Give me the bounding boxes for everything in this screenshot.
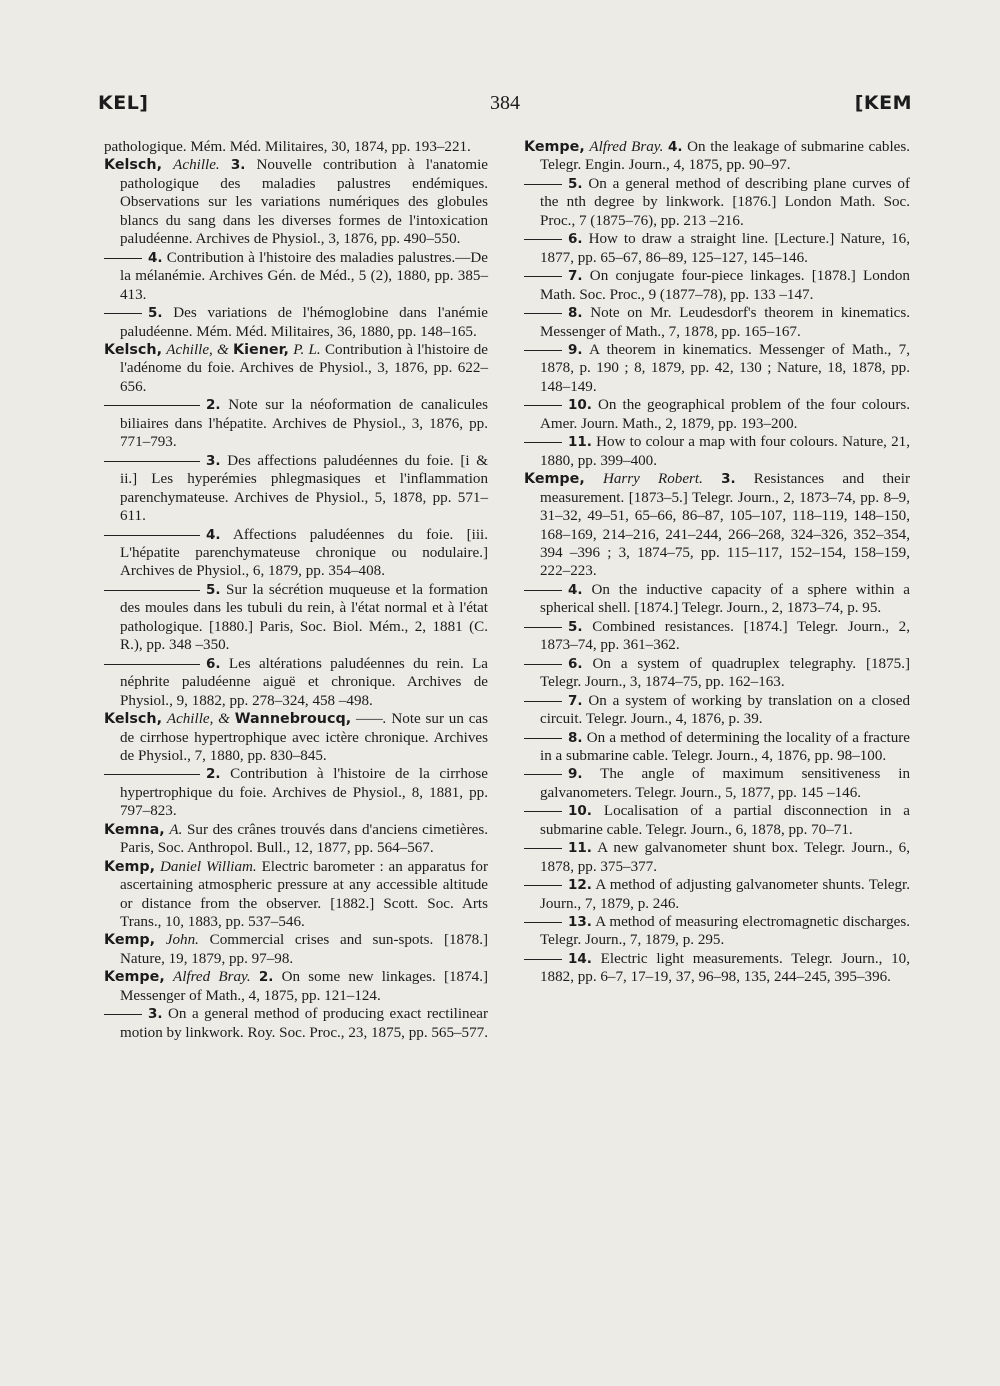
bibliography-entry [104,526,488,581]
ditto-rule [524,239,562,240]
bibliography-entry [524,765,910,802]
entry-text: Electric barometer : an apparatus for ascertaining atmospheric pressure at any accessible altitude or distance from the observer. [1882.] Scott. Soc. Arts Trans., 10, 1883, pp. 537–546. [120,858,488,931]
entry-number: 5. [206,581,221,598]
coauthor-name: Kiener, [233,341,289,358]
bibliography-entry [104,341,488,396]
bibliography-entry [524,950,910,987]
page-number: 384 [490,92,520,114]
author-name: Kempe, [524,139,585,155]
entry-text: Note sur la néoformation de canalicules biliaires dans l'hépatite. Archives de Physiol., 3, 1876, pp. 771–793. [120,397,488,451]
header-left-guide: KEL] [98,92,149,114]
bibliography-entry [104,396,488,451]
bibliography-entry [524,913,910,950]
header-right-guide: [KEM [854,92,912,114]
ditto-rule [524,774,562,775]
bibliography-entry [524,876,910,913]
entry-number: 5. [568,175,583,192]
coauthor-given-name: P. L. [293,341,321,358]
entry-number: 8. [568,305,583,322]
bibliography-entry [524,396,910,433]
entry-text: A new galvanometer shunt box. Telegr. Journ., 6, 1878, pp. 375–377. [540,840,910,875]
author-given-name: Achille, & [166,341,234,358]
ditto-rule [104,405,200,406]
entry-number: 10. [568,397,592,414]
ditto-rule [524,184,562,185]
entry-text: Sur la sécrétion muqueuse et la formation des moules dans les tubuli du rein, à l'état normal et à l'état pathologique. [1880.] Paris, Soc. Biol. Mém., 2, 1881 (C. R.), pp. 348 –350. [120,581,488,654]
entry-number: 6. [568,231,583,248]
entry-number: 5. [568,618,583,635]
entry-number: 7. [568,692,583,709]
bibliography-entry [104,249,488,304]
ditto-rule [524,313,562,314]
entry-text: Resistances and their measurement. [1873–5.] Telegr. Journ., 2, 1873–74, pp. 8–9, 31–32, 49–51, 65–66, 86–87, 105–107, 118–119, 148–150, 168–169, 214–216, 241–244, 266–268, 324–326, 352–354, 394 –396 ; 3, 1874–75, pp. 115–117, 152–154, 158–159, 222–223. [540,471,910,580]
bibliography-entry [524,655,910,692]
bibliography-entry [524,692,910,729]
author-name: Kelsch, [104,157,163,174]
entry-number: 14. [568,950,592,967]
entry-number: 3. [230,157,246,174]
entry-number: 4. [206,526,221,543]
bibliography-entry [104,710,488,765]
entry-number: 6. [568,655,583,672]
ditto-rule [104,258,142,259]
author-name: Kemna, [104,821,165,838]
entry-number: 9. [568,341,583,358]
left-column [104,138,488,1042]
entry-number: 10. [568,803,592,820]
entry-text: A theorem in kinematics. Messenger of Math., 7, 1878, p. 190 ; 8, 1879, pp. 42, 130 ; Nature, 18, 1878, pp. 148–149. [540,341,910,395]
ditto-rule [524,885,562,886]
bibliography-entry [104,138,488,156]
bibliography-entry [524,729,910,766]
entry-text: A method of measuring electromagnetic discharges. Telegr. Journ., 7, 1879, p. 295. [540,914,910,949]
entry-number: 9. [568,766,583,783]
ditto-rule [524,811,562,812]
author-given-name: A. [169,821,183,838]
entry-text: Contribution à l'histoire de l'adénome du foie. Archives de Physiol., 3, 1876, pp. 622–656. [120,341,488,395]
bibliography-entry [524,304,910,341]
author-name: Kemp, [104,858,156,875]
entry-text: Des variations de l'hémoglobine dans l'anémie paludéenne. Mém. Méd. Militaires, 36, 1880, pp. 148–165. [120,305,488,340]
bibliography-entry [104,858,488,932]
entry-number: 2. [258,969,274,986]
entry-text: Note sur un cas de cirrhose hypertrophique avec ictère chronique. Archives de Physiol., 7, 1880, pp. 830–845. [120,711,488,764]
running-header [98,92,912,122]
ditto-rule [524,627,562,628]
ditto-rule [104,461,200,462]
ditto-rule [524,405,562,406]
ditto-rule [524,701,562,702]
entry-number: 7. [568,268,583,285]
entry-text: Note on Mr. Leudesdorf's theorem in kinematics. Messenger of Math., 7, 1878, pp. 165–167. [540,305,910,340]
entry-text: Sur des crânes trouvés dans d'anciens cimetières. Paris, Soc. Anthropol. Bull., 12, 1877, pp. 564–567. [120,821,488,857]
entry-text: On the inductive capacity of a sphere within a spherical shell. [1874.] Telegr. Journ., 2, 1873–74, p. 95. [540,581,910,617]
entry-number: 13. [568,914,592,931]
author-given-name: Daniel William. [159,858,257,875]
bibliography-entry [104,452,488,526]
entry-text: Combined resistances. [1874.] Telegr. Journ., 2, 1873–74, pp. 361–362. [540,618,910,654]
author-given-name: Alfred Bray. [589,139,664,155]
author-given-name: Achille, & [166,711,235,728]
ditto-rule [524,590,562,591]
author-given-name: Alfred Bray. [173,969,251,986]
entry-number: 3. [206,452,221,469]
entry-number: 4. [568,581,583,598]
bibliography-entry [524,470,910,581]
author-given-name: Harry Robert. [602,471,703,488]
ditto-rule [104,590,200,591]
entry-text: How to draw a straight line. [Lecture.] Nature, 16, 1877, pp. 65–67, 86–89, 125–127, 145–146. [540,231,910,266]
entry-text: On a general method of producing exact rectilinear motion by linkwork. Roy. Soc. Proc., 23, 1875, pp. 565–577. [120,1006,488,1041]
entry-number: 8. [568,729,583,746]
author-name: Kempe, [524,471,585,488]
bibliography-entry [104,821,488,858]
ditto-rule [524,664,562,665]
entry-text: pathologique. Mém. Méd. Militaires, 30, 1874, pp. 193–221. [104,139,471,155]
bibliography-entry [104,1005,488,1042]
author-name: Kemp, [104,932,156,949]
ditto-rule [104,1014,142,1015]
entry-text: Localisation of a partial disconnection in a submarine cable. Telegr. Journ., 6, 1878, pp. 70–71. [540,803,910,838]
entry-text: On a general method of describing plane curves of the nth degree by linkwork. [1876.] London Math. Soc. Proc., 7 (1875–76), pp. 213 –216. [540,175,910,229]
bibliography-entry [524,802,910,839]
coauthor-given-name: ——. [355,711,387,728]
entry-text: Commercial crises and sun-spots. [1878.] Nature, 19, 1879, pp. 97–98. [120,932,488,967]
bibliography-entry [104,655,488,710]
coauthor-name: Wannebroucq, [234,711,352,728]
bibliography-entry [524,230,910,267]
entry-number: 4. [668,139,683,155]
entry-number: 11. [568,434,592,451]
entry-text: A method of adjusting galvanometer shunts. Telegr. Journ., 7, 1879, p. 246. [540,877,910,912]
entry-text: On the geographical problem of the four colours. Amer. Journ. Math., 2, 1879, pp. 193–200. [540,397,910,432]
entry-number: 2. [206,397,221,414]
author-name: Kelsch, [104,341,163,358]
ditto-rule [524,922,562,923]
entry-number: 5. [148,305,163,322]
entry-text: Electric light measurements. Telegr. Journ., 10, 1882, pp. 6–7, 17–19, 37, 96–98, 135, 244–245, 395–396. [540,950,910,986]
bibliography-entry [524,581,910,618]
ditto-rule [104,535,200,536]
entry-number: 6. [206,655,221,672]
right-column [524,138,910,987]
entry-number: 4. [148,249,163,266]
author-given-name: Achille. [173,157,220,174]
entry-number: 12. [568,877,592,894]
bibliography-entry [104,931,488,968]
ditto-rule [524,848,562,849]
ditto-rule [524,738,562,739]
entry-text: On some new linkages. [1874.] Messenger of Math., 4, 1875, pp. 121–124. [120,969,489,1004]
bibliography-entry [524,267,910,304]
entry-text: How to colour a map with four colours. Nature, 21, 1880, pp. 399–400. [540,434,910,469]
ditto-rule [524,350,562,351]
entry-number: 11. [568,840,592,857]
entry-number: 3. [148,1006,163,1023]
ditto-rule [524,276,562,277]
author-given-name: John. [165,932,199,949]
bibliography-entry [104,581,488,655]
entry-text: On the leakage of submarine cables. Telegr. Engin. Journ., 4, 1875, pp. 90–97. [540,139,910,174]
author-name: Kelsch, [104,711,163,728]
bibliography-entry [104,156,488,248]
entry-number: 3. [721,471,736,488]
bibliography-entry [524,341,910,396]
bibliography-entry [524,138,910,175]
bibliography-entry [524,175,910,230]
ditto-rule [104,664,200,665]
ditto-rule [104,313,142,314]
author-name: Kempe, [104,969,165,986]
entry-text: Nouvelle contribution à l'anatomie pathologique des maladies palustres endémiques. Observations sur les variations numériques des globules blancs du sang dans les diverses formes de l'intoxication paludéenne. Archives de Physiol., 3, 1876, pp. 490–550. [120,157,488,248]
ditto-rule [524,959,562,960]
entry-text: Les altérations paludéennes du rein. La néphrite paludéenne aiguë et chronique. Archives de Physiol., 9, 1882, pp. 278–324, 458 –498. [120,655,488,709]
entry-text: On conjugate four-piece linkages. [1878.] London Math. Soc. Proc., 9 (1877–78), pp. 133 –147. [540,268,910,303]
entry-text: On a system of quadruplex telegraphy. [1875.] Telegr. Journ., 3, 1874–75, pp. 162–163. [540,655,910,691]
entry-text: The angle of maximum sensitiveness in galvanometers. Telegr. Journ., 5, 1877, pp. 145 –146. [540,766,910,801]
ditto-rule [104,774,200,775]
bibliography-entry [524,839,910,876]
entry-text: On a method of determining the locality of a fracture in a submarine cable. Telegr. Journ., 4, 1876, pp. 98–100. [540,729,910,764]
entry-text: Contribution à l'histoire de la cirrhose hypertrophique du foie. Archives de Physiol., 8, 1881, pp. 797–823. [120,766,489,820]
entry-text: Affections paludéennes du foie. [iii. L'hépatite parenchymateuse chronique ou nodulaire.] Archives de Physiol., 6, 1879, pp. 354–408. [120,526,488,580]
bibliography-entry [104,304,488,341]
entry-text: Contribution à l'histoire des maladies palustres.—De la mélanémie. Archives Gén. de Méd., 5 (2), 1880, pp. 385–413. [120,249,488,303]
bibliography-entry [524,433,910,470]
entry-text: Des affections paludéennes du foie. [i & ii.] Les hyperémies phlegmasiques et l'inflammation parenchymateuse. Archives de Physiol., 5, 1878, pp. 571–611. [120,452,488,525]
entry-number: 2. [206,766,221,783]
bibliography-entry [524,618,910,655]
ditto-rule [524,442,562,443]
bibliography-entry [104,968,488,1005]
bibliography-entry [104,765,488,820]
entry-text: On a system of working by translation on a closed circuit. Telegr. Journ., 4, 1876, p. 39. [540,692,910,728]
